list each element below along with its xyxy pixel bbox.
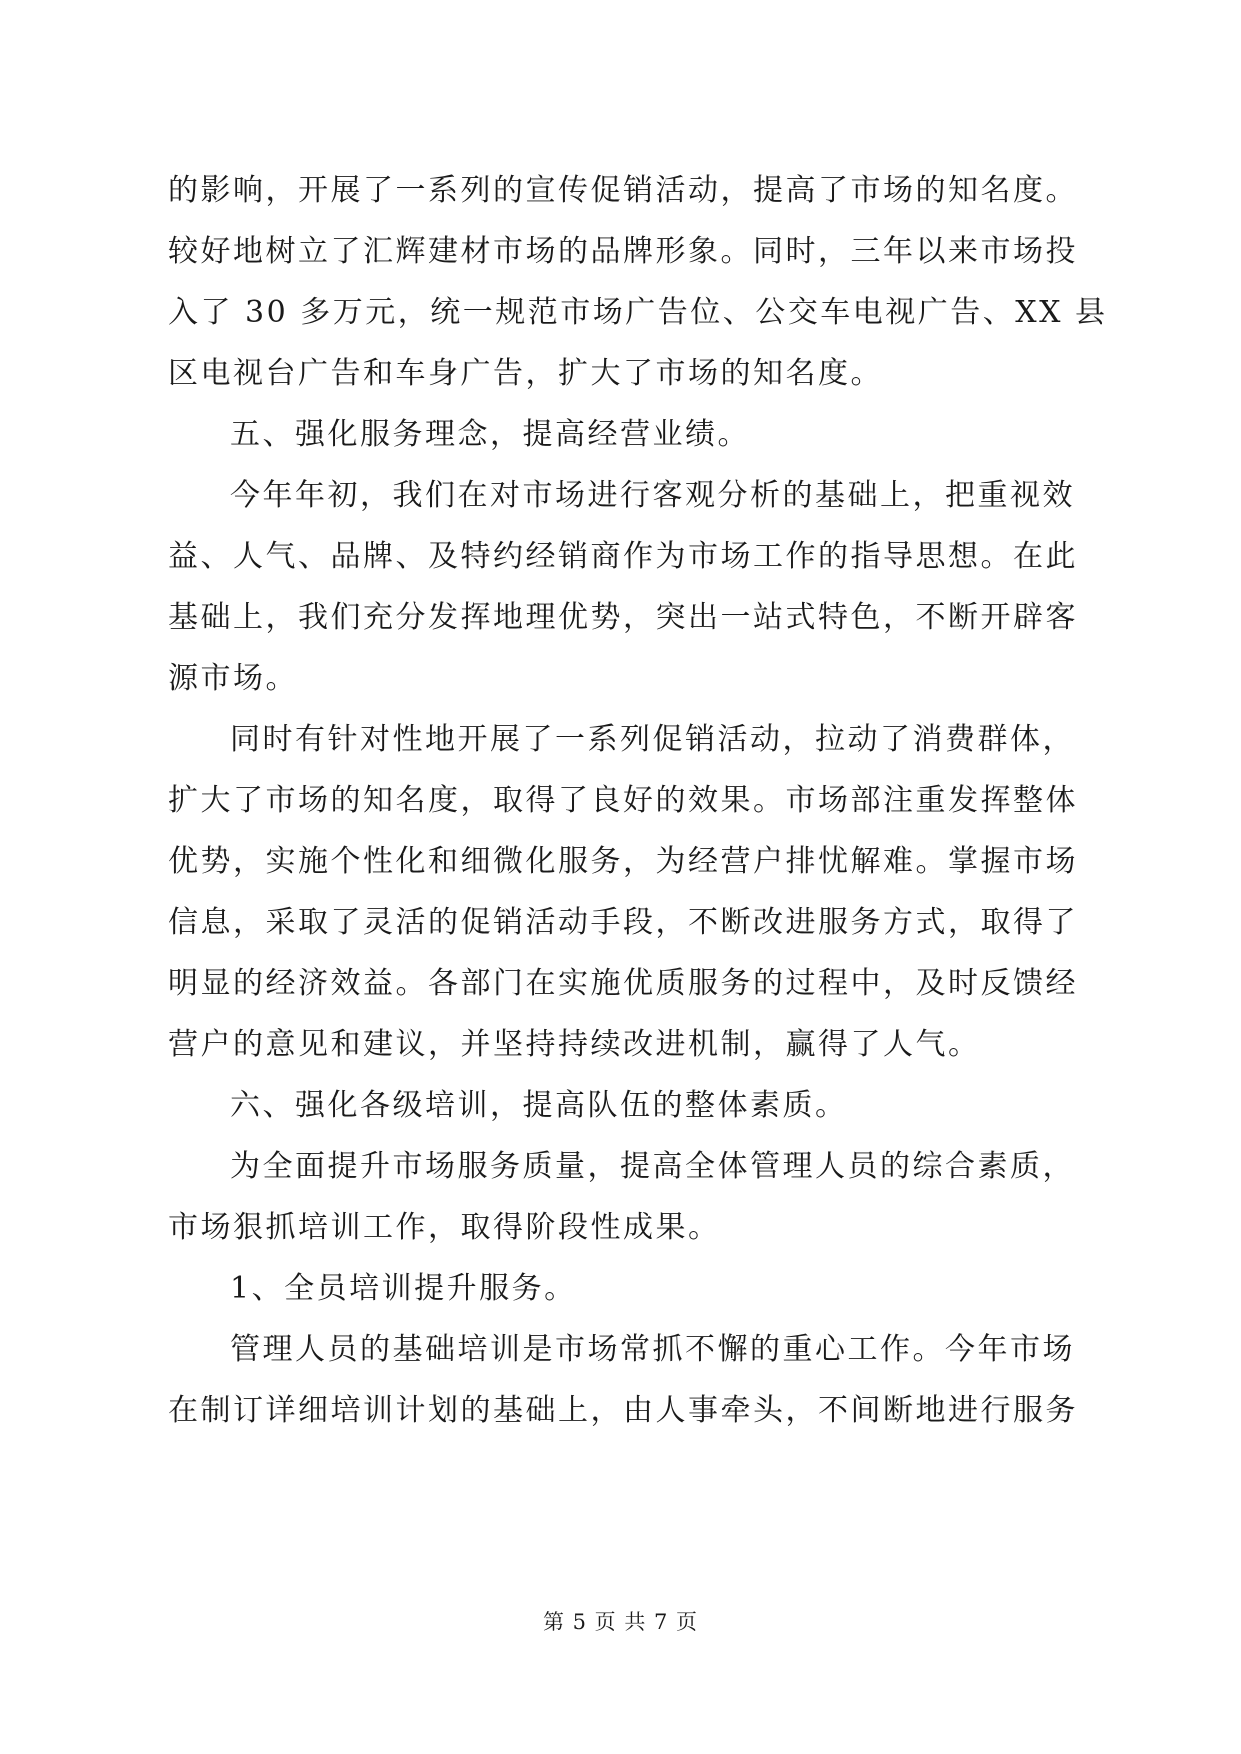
text-line: 的影响，开展了一系列的宣传促销活动，提高了市场的知名度。 <box>168 173 1078 208</box>
document-body <box>168 160 1108 1441</box>
text-line: 营户的意见和建议，并坚持持续改进机制，赢得了人气。 <box>168 1027 981 1062</box>
text-line: 源市场。 <box>168 661 298 696</box>
text-line: 入了 30 多万元，统一规范市场广告位、公交车电视广告、XX 县 <box>168 295 1108 330</box>
section-heading: 五、强化服务理念，提高经营业绩。 <box>230 417 750 452</box>
section-heading: 六、强化各级培训，提高队伍的整体素质。 <box>230 1088 848 1123</box>
text-line: 同时有针对性地开展了一系列促销活动，拉动了消费群体， <box>230 722 1075 757</box>
text-line: 优势，实施个性化和细微化服务，为经营户排忧解难。掌握市场 <box>168 844 1078 879</box>
text-line: 为全面提升市场服务质量，提高全体管理人员的综合素质， <box>230 1149 1075 1184</box>
text-line: 基础上，我们充分发挥地理优势，突出一站式特色，不断开辟客 <box>168 600 1078 635</box>
text-line: 今年年初，我们在对市场进行客观分析的基础上，把重视效 <box>230 478 1075 513</box>
subsection-heading: 1、全员培训提升服务。 <box>230 1271 577 1306</box>
text-line: 在制订详细培训计划的基础上，由人事牵头，不间断地进行服务 <box>168 1393 1078 1428</box>
text-line: 区电视台广告和车身广告，扩大了市场的知名度。 <box>168 356 883 391</box>
text-line: 信息，采取了灵活的促销活动手段，不断改进服务方式，取得了 <box>168 905 1078 940</box>
text-line: 明显的经济效益。各部门在实施优质服务的过程中，及时反馈经 <box>168 966 1078 1001</box>
text-line: 益、人气、品牌、及特约经销商作为市场工作的指导思想。在此 <box>168 539 1078 574</box>
text-line: 管理人员的基础培训是市场常抓不懈的重心工作。今年市场 <box>230 1332 1075 1367</box>
page-number-footer: 第 5 页 共 7 页 <box>542 1610 699 1634</box>
text-line: 扩大了市场的知名度，取得了良好的效果。市场部注重发挥整体 <box>168 783 1078 818</box>
text-line: 市场狠抓培训工作，取得阶段性成果。 <box>168 1210 721 1245</box>
text-line: 较好地树立了汇辉建材市场的品牌形象。同时，三年以来市场投 <box>168 234 1078 269</box>
